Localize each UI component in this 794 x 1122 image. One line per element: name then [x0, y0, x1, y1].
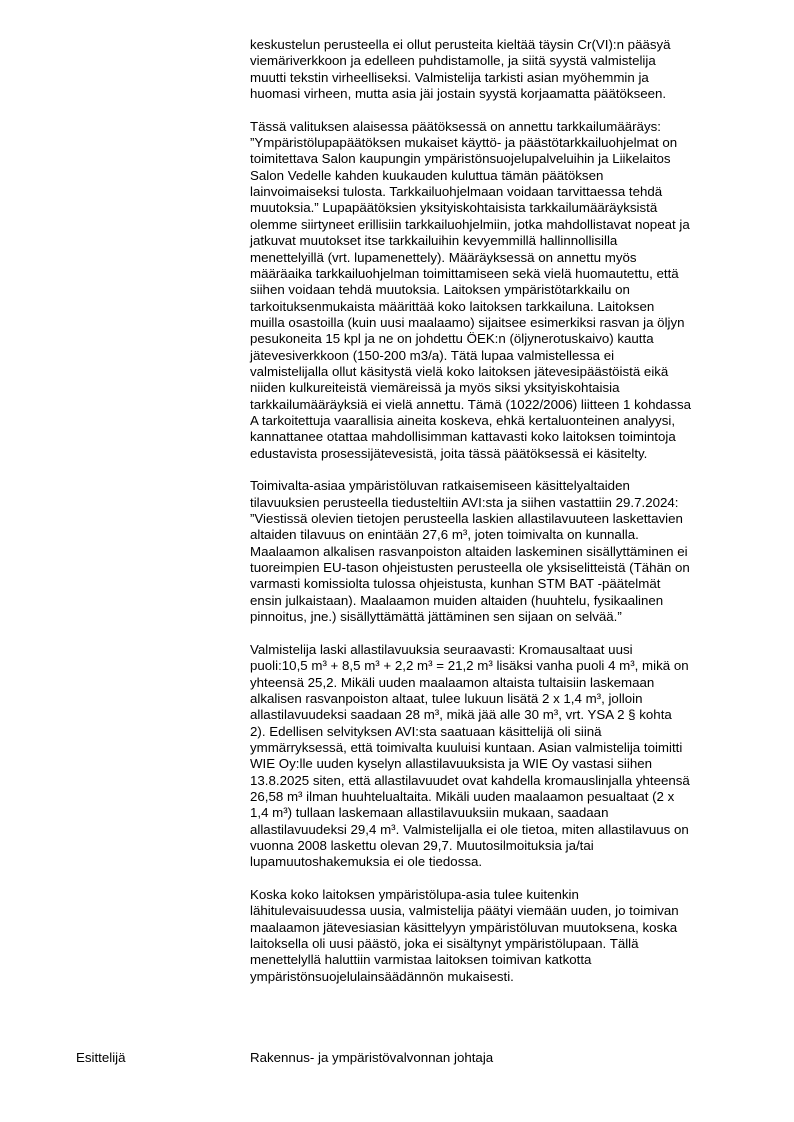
- text-line: olemme siirtyneet erillisiin tarkkailuohjelmiin, jotka mahdollistavat nopeat ja: [250, 216, 690, 232]
- text-line: menettelyllä haluttiin varmistaa laitoksen toimivan katkotta: [250, 952, 592, 968]
- paragraph-2: [250, 119, 750, 462]
- text-line: pinnoitus, jne.) sisällyttämättä jättäminen sen sijaan on selvää.”: [250, 609, 622, 625]
- text-line: WIE Oy:lle uuden kyselyn allastilavuuksista ja WIE Oy vastasi siihen: [250, 756, 653, 772]
- text-line: menettelyillä (vrt. lupamenettely). Määräyksessä on annettu myös: [250, 249, 637, 265]
- text-line: 26,58 m³ ilman huuhtelualtaita. Mikäli uuden maalaamon pesualtaat (2 x: [250, 788, 675, 804]
- text-line: kannattanee otattaa mahdollisimman kattavasti koko laitoksen toimintoja: [250, 429, 676, 445]
- text-line: Valmistelija laski allastilavuuksia seuraavasti: Kromausaltaat uusi: [250, 641, 633, 657]
- paragraph-4: [250, 642, 750, 871]
- text-line: pesukoneita 15 kpl ja ne on johdettu ÖEK:n (öljynerotuskaivo) kautta: [250, 331, 654, 347]
- text-line: ”Ympäristölupapäätöksen mukaiset käyttö- ja päästötarkkailuohjelmat on: [250, 135, 678, 151]
- presenter-label: Esittelijä: [76, 1050, 126, 1065]
- text-line: keskustelun perusteella ei ollut perusteita kieltää täysin Cr(VI):n pääsyä: [250, 37, 671, 52]
- document-body: [250, 37, 750, 1002]
- text-line: määräaika tarkkailuohjelman toimittamiseen sekä vielä huomautettu, että: [250, 265, 679, 281]
- paragraph-5: [250, 887, 750, 985]
- text-line: huomasi virheen, mutta asia jäi jostain syystä korjaamatta päätökseen.: [250, 86, 667, 102]
- text-line: Tässä valituksen alaisessa päätöksessä on annettu tarkkailumääräys:: [250, 118, 661, 134]
- text-line: vuonna 2008 laskettu olevan 29,7. Muutosilmoituksia ja/tai: [250, 837, 594, 853]
- text-line: tarkoituksenmukaista määrittää koko laitoksen tarkkailuna. Laitoksen: [250, 298, 655, 314]
- text-line: allastilavuudeksi saadaan 28 m³, mikä jää alle 30 m³, vrt. YSA 2 § kohta: [250, 707, 672, 723]
- text-line: lainvoimaiseksi tulosta. Tarkkailuohjelmaan voidaan tarvittaessa tehdä: [250, 184, 663, 200]
- text-line: viemäriverkkoon ja edelleen puhdistamolle, ja siitä syystä valmistelija: [250, 53, 656, 69]
- text-line: lähitulevaisuudessa uusia, valmistelija päätyi viemään uuden, jo toimivan: [250, 903, 679, 919]
- text-line: laitoksella oli uusi päästö, joka ei sisältynyt ympäristölupaan. Tällä: [250, 936, 639, 952]
- text-line: 2). Edellisen selvityksen AVI:sta saatuaan käsittelijä oli siinä: [250, 723, 602, 739]
- text-line: A tarkoitettuja vaarallisia aineita koskeva, ehkä kertaluonteinen analyysi,: [250, 412, 676, 428]
- text-line: tuoreimpien EU-tason ohjeistusten perusteella ole yksiselitteistä (Tähän on: [250, 560, 690, 576]
- text-line: yhteensä 25,2. Mikäli uuden maalaamon altaista tultaisiin laskemaan: [250, 674, 655, 690]
- text-line: muutti tekstin virheelliseksi. Valmistelija tarkisti asian myöhemmin ja: [250, 69, 649, 85]
- paragraph-3: [250, 478, 750, 625]
- text-line: tilavuuksien perusteella tiedusteltiin AVI:sta ja siihen vastattiin 29.7.2024:: [250, 494, 679, 510]
- paragraph-1: [250, 37, 750, 102]
- text-line: Toimivalta-asiaa ympäristöluvan ratkaisemiseen käsittelyaltaiden: [250, 478, 630, 494]
- text-line: ”Viestissä olevien tietojen perusteella laskien allastilavuuteen laskettavien: [250, 511, 683, 527]
- text-line: Maalaamon alkalisen rasvanpoiston altaiden laskeminen sisällyttäminen ei: [250, 543, 688, 559]
- text-line: puoli:10,5 m³ + 8,5 m³ + 2,2 m³ = 21,2 m³ lisäksi vanha puoli 4 m³, mikä on: [250, 658, 689, 674]
- text-line: Salon Vedelle kahden kuukauden kuluttua tämän päätöksen: [250, 167, 604, 183]
- text-line: jätevesiverkkoon (150-200 m3/a). Tätä lupaa valmistellessa ei: [250, 347, 615, 363]
- text-line: altaiden tilavuus on enintään 27,6 m³, joten toimivalta on kunnalla.: [250, 527, 639, 543]
- text-line: jatkuvat muutokset itse tarkkailuihin kevyemmillä hallinnollisilla: [250, 233, 618, 249]
- text-line: tarkkailumääräyksiä ei vielä annettu. Tämä (1022/2006) liitteen 1 kohdassa: [250, 396, 692, 412]
- text-line: ensin julkaistaan). Maalaamon muiden altaiden (huuhtelu, fysikaalinen: [250, 592, 664, 608]
- text-line: alkalisen rasvanpoiston altaat, tulee lukuun lisätä 2 x 1,4 m³, jolloin: [250, 690, 643, 706]
- text-line: lupamuutoshakemuksia ei ole tiedossa.: [250, 854, 483, 870]
- text-line: muutoksia.” Lupapäätöksien yksityiskohtaisista tarkkailumääräyksistä: [250, 200, 658, 216]
- text-line: toimitettava Salon kaupungin ympäristönsuojelupalveluihin ja Liikelaitos: [250, 151, 671, 167]
- text-line: valmistelijalla ollut käsitystä vielä koko laitoksen jätevesipäästöistä eikä: [250, 363, 669, 379]
- text-line: allastilavuudeksi 29,4 m³. Valmistelijalla ei ole tietoa, miten allastilavuus on: [250, 821, 689, 837]
- text-line: maalaamon jätevesiasian käsittelyyn ympäristöluvan muutoksena, koska: [250, 919, 678, 935]
- text-line: 1,4 m³) tullaan laskemaan allastilavuuksiin mukaan, saadaan: [250, 805, 609, 821]
- text-line: varmasti komissiolta tulossa ohjeistusta, kunhan STM BAT -päätelmät: [250, 576, 661, 592]
- text-line: niiden kulkureiteistä viemäreissä ja myös siksi yksityiskohtaisia: [250, 380, 620, 396]
- presenter-title: Rakennus- ja ympäristövalvonnan johtaja: [250, 1050, 494, 1065]
- text-line: ymmärryksessä, että toimivalta kuuluisi kuntaan. Asian valmistelija toimitti: [250, 739, 683, 755]
- text-line: Koska koko laitoksen ympäristölupa-asia tulee kuitenkin: [250, 887, 579, 903]
- text-line: siihen voidaan tehdä muutoksia. Laitoksen ympäristötarkkailu on: [250, 282, 630, 298]
- text-line: ympäristönsuojelulainsäädännön mukaisesti.: [250, 968, 514, 984]
- text-line: edustavista prosessijätevesistä, joita tässä päätöksessä ei käsitelty.: [250, 445, 648, 461]
- text-line: 13.8.2025 siten, että allastilavuudet ovat kahdella kromauslinjalla yhteensä: [250, 772, 690, 788]
- text-line: muilla osastoilla (kuin uusi maalaamo) sijaitsee esimerkiksi rasvan ja öljyn: [250, 314, 685, 330]
